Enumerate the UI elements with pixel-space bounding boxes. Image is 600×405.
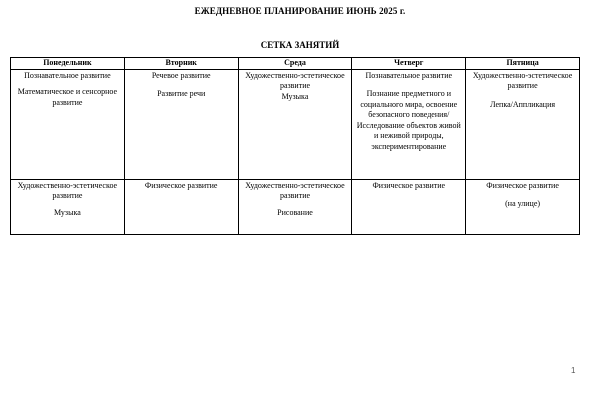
table-cell-monday xyxy=(11,69,125,179)
cell-area: Познавательное развитие xyxy=(365,70,453,80)
header-row xyxy=(11,58,580,70)
cell-area: Познавательное развитие xyxy=(24,70,111,80)
header-tuesday: Вторник xyxy=(124,58,238,70)
table-cell-thursday xyxy=(352,179,466,234)
cell-activity: Музыка xyxy=(54,207,81,217)
cell-activity: (на улице) xyxy=(505,199,541,208)
table-cell-tuesday xyxy=(124,69,238,179)
cell-activity: Музыка xyxy=(281,91,309,101)
header-wednesday: Среда xyxy=(238,58,352,70)
table-cell-friday xyxy=(466,179,580,234)
cell-area: Художественно-эстетическое развитие xyxy=(17,180,118,200)
cell-area: Физическое развитие xyxy=(372,180,446,190)
cell-activity: Познание предметного и социального мира, освоение безопасного поведения/ Исследование объектов живой и неживой природы, экспериментирование xyxy=(356,89,461,151)
cell-activity: Рисование xyxy=(277,207,313,217)
cell-area: Художественно-эстетическое развитие xyxy=(472,70,573,90)
page-number: 1 xyxy=(571,366,576,375)
header-friday: Пятница xyxy=(466,58,580,70)
cell-area: Художественно-эстетическое развитие xyxy=(245,70,345,90)
cell-area: Физическое развитие xyxy=(144,180,218,190)
cell-activity: Лепка/Аппликация xyxy=(490,99,556,109)
cell-area: Художественно-эстетическое развитие xyxy=(245,180,345,200)
table-cell-wednesday xyxy=(238,69,352,179)
cell-activity: Развитие речи xyxy=(157,89,206,98)
table-cell-monday xyxy=(11,179,125,234)
schedule-table xyxy=(10,57,580,235)
section-title: СЕТКА ЗАНЯТИЙ xyxy=(260,40,340,50)
table-cell-wednesday xyxy=(238,179,352,234)
document-title: ЕЖЕДНЕВНОЕ ПЛАНИРОВАНИЕ ИЮНЬ 2025 г. xyxy=(194,6,406,16)
table-row xyxy=(11,179,580,234)
cell-area: Речевое развитие xyxy=(151,70,211,80)
table-cell-friday xyxy=(466,69,580,179)
cell-activity: Математическое и сенсорное развитие xyxy=(17,87,118,107)
header-monday: Понедельник xyxy=(11,58,125,70)
table-cell-thursday xyxy=(352,69,466,179)
table-row xyxy=(11,69,580,179)
table-cell-tuesday xyxy=(124,179,238,234)
header-thursday: Четверг xyxy=(352,58,466,70)
cell-area: Физическое развитие xyxy=(486,180,559,190)
